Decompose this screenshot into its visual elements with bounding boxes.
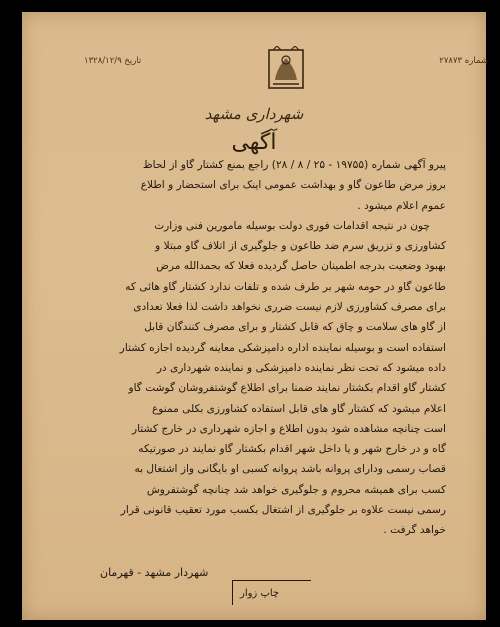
body-line: رسمی نیست علاوه بر جلوگیری از اشتغال بکسب مورد تعقیب قانونی قرار (120, 504, 446, 517)
body-line: چون در نتیجه اقدامات فوری دولت بوسیله مامورین فنی وزارت (154, 219, 430, 232)
body-line: داده میشود که تحت نظر نماینده دامپزشکی و نماینده شهرداری در (156, 361, 446, 374)
body-line: اعلام میشود که کشتار گاو های قابل استفاده کشاورزی بکلی ممنوع (151, 402, 446, 415)
body-line: عموم اعلام میشود . (357, 199, 446, 212)
body-line: بروز مرض طاعون گاو و بهداشت عمومی اینک برای استحضار و اطلاع (140, 179, 446, 192)
body-line: خواهد گرفت . (383, 524, 446, 537)
body-line: گاه و در خارج شهر و یا داخل شهر اقدام بکشتار گاو نمایند در صورتیکه (138, 443, 446, 456)
body-line: کشاورزی و تزریق سرم ضد طاعون و جلوگیری از اتلاف گاو مبتلا و (155, 240, 446, 253)
body-line: است چنانچه مشاهده شود بدون اطلاع و اجازه شهرداری در خارج کشتار (131, 422, 446, 435)
document-date: تاریخ ۱۳۲۸/۱۲/۹ (84, 56, 142, 66)
emblem-icon (263, 46, 309, 92)
body-line: بهبود وضعیت بدرجه اطمینان حاصل گردیده فعلا که بحمدالله مرض (156, 260, 446, 273)
print-mark: چاپ زوار (240, 588, 280, 599)
notice-heading: آگهی (231, 130, 277, 155)
office-title: شهرداری مشهد (204, 105, 304, 123)
notice-body (54, 155, 446, 541)
body-line: کشتار گاو اقدام بکشتار نمایند ضمنا برای اطلاع گوشتفروشان گوشت گاو (128, 382, 446, 395)
body-line: از گاو های سلامت و چاق که قابل کشتار و برای مصرف کنندگان قابل (144, 321, 446, 334)
body-line: برای مصرف کشاورزی لازم نیست ضرری نخواهد داشت لذا فعلا تعدادی (133, 301, 446, 314)
body-line: استفاده است و بوسیله نماینده اداره دامپزشکی معاینه گردیده اجازه کشتار (119, 341, 446, 354)
body-line: کسب برای همیشه محروم و جلوگیری خواهد شد چنانچه گوشتفروش (146, 483, 446, 496)
signature: شهردار مشهد - قهرمان (100, 566, 209, 579)
body-line: قصاب رسمی ودارای پروانه باشد پروانه کسبی او بایگانی واز اشتغال به (134, 463, 446, 476)
document-number: شماره ۲۷۸۷۳ (439, 56, 488, 66)
body-line: پیرو آگهی شماره (۱۹۷۵۵ - ۲۵ / ۸ / ۲۸) راجع بمنع کشتار گاو از لحاظ (142, 159, 446, 171)
body-line: طاعون گاو در حومه شهر بر طرف شده و تلفات ندارد کشتار گاو هائی که (125, 280, 446, 293)
